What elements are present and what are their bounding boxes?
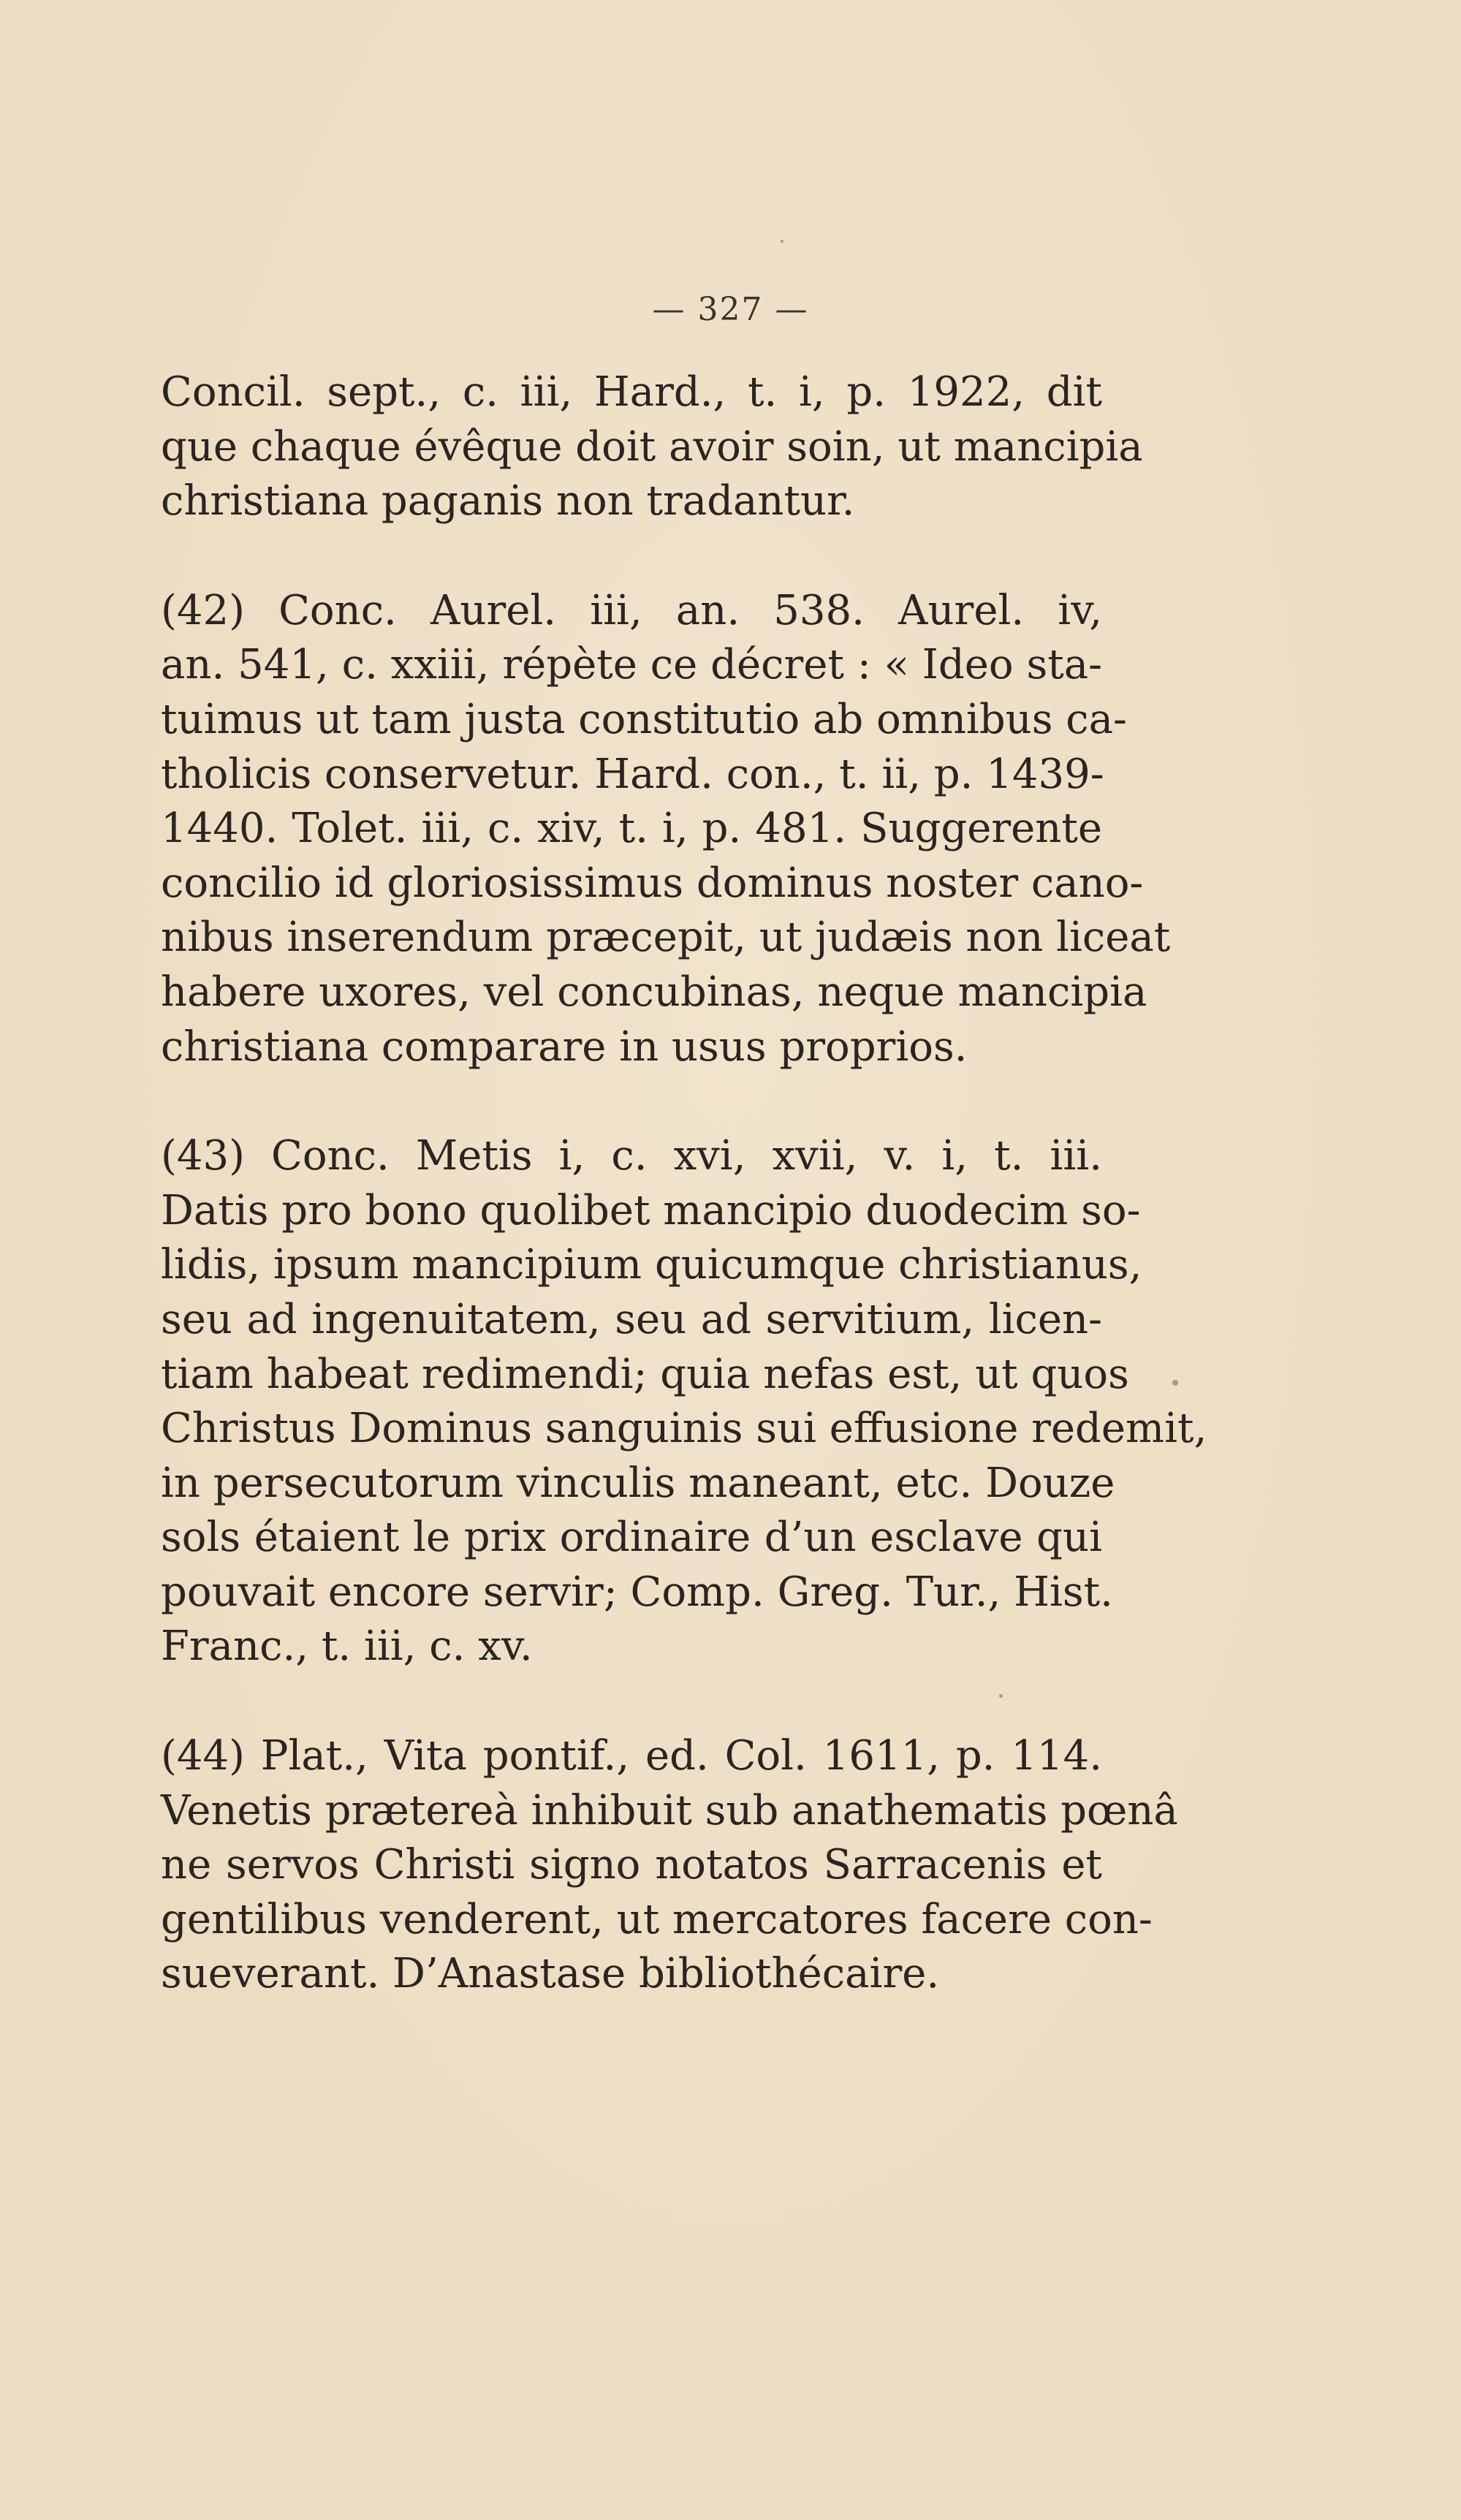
text-line: Christus Dominus sanguinis sui effusione redemit, <box>161 1405 1207 1453</box>
text-line: christiana comparare in usus proprios. <box>161 1022 968 1071</box>
text-line: que chaque évêque doit avoir soin, ut mancipia <box>161 422 1143 471</box>
text-line: habere uxores, vel concubinas, neque mancipia <box>161 968 1147 1016</box>
text-line: tuimus ut tam justa constitutio ab omnibus ca- <box>161 695 1127 743</box>
paragraph-1 <box>161 365 1143 529</box>
paper-speck <box>781 240 783 243</box>
text-line: gentilibus venderent, ut mercatores facere con- <box>161 1895 1153 1943</box>
text-line: nibus inserendum præcepit, ut judæis non liceat <box>161 914 1171 962</box>
paragraph-spacer <box>161 1674 1102 1729</box>
text-line: tiam habeat redimendi; quia nefas est, ut quos <box>161 1350 1129 1398</box>
text-line: in persecutorum vinculis maneant, etc. Douze <box>161 1459 1115 1507</box>
note-43 <box>161 1129 1207 1674</box>
text-line: sueverant. D’Anastase bibliothécaire. <box>161 1950 940 1998</box>
text-line: lidis, ipsum mancipium quicumque christianus, <box>161 1241 1142 1289</box>
text-line: 1440. Tolet. iii, c. xiv, t. i, p. 481. Suggerente <box>161 805 1102 853</box>
note-42 <box>161 584 1171 1074</box>
page-text <box>161 365 1207 2002</box>
paragraph-spacer <box>161 529 1102 584</box>
text-line: concilio id gloriosissimus dominus noster cano- <box>161 859 1144 907</box>
text-line: Concil. sept., c. iii, Hard., t. i, p. 1922, dit <box>161 368 1102 416</box>
text-line: ne servos Christi signo notatos Sarracenis et <box>161 1841 1102 1889</box>
text-line: Venetis prætereà inhibuit sub anathematis pœnâ <box>161 1786 1178 1834</box>
text-line: christiana paganis non tradantur. <box>161 477 855 525</box>
paragraph-spacer <box>161 1074 1102 1129</box>
page-number: — 327 — <box>652 291 809 328</box>
text-line: an. 541, c. xxiii, répète ce décret : « Ideo sta- <box>161 641 1102 689</box>
text-line: Datis pro bono quolibet mancipio duodecim so- <box>161 1186 1141 1234</box>
note-44 <box>161 1729 1178 2002</box>
text-line: sols étaient le prix ordinaire d’un esclave qui <box>161 1514 1102 1562</box>
text-line: (42) Conc. Aurel. iii, an. 538. Aurel. iv, <box>161 586 1102 634</box>
text-line: seu ad ingenuitatem, seu ad servitium, licen- <box>161 1295 1102 1343</box>
paper-speck <box>999 1694 1003 1698</box>
text-line: tholicis conservetur. Hard. con., t. ii, p. 1439- <box>161 750 1104 798</box>
text-line: (44) Plat., Vita pontif., ed. Col. 1611, p. 114. <box>161 1732 1102 1780</box>
text-line: (43) Conc. Metis i, c. xvi, xvii, v. i, t. iii. <box>161 1132 1102 1180</box>
text-line: Franc., t. iii, c. xv. <box>161 1623 533 1671</box>
text-line: pouvait encore servir; Comp. Greg. Tur., Hist. <box>161 1568 1113 1616</box>
paper-speck <box>1172 1380 1178 1386</box>
